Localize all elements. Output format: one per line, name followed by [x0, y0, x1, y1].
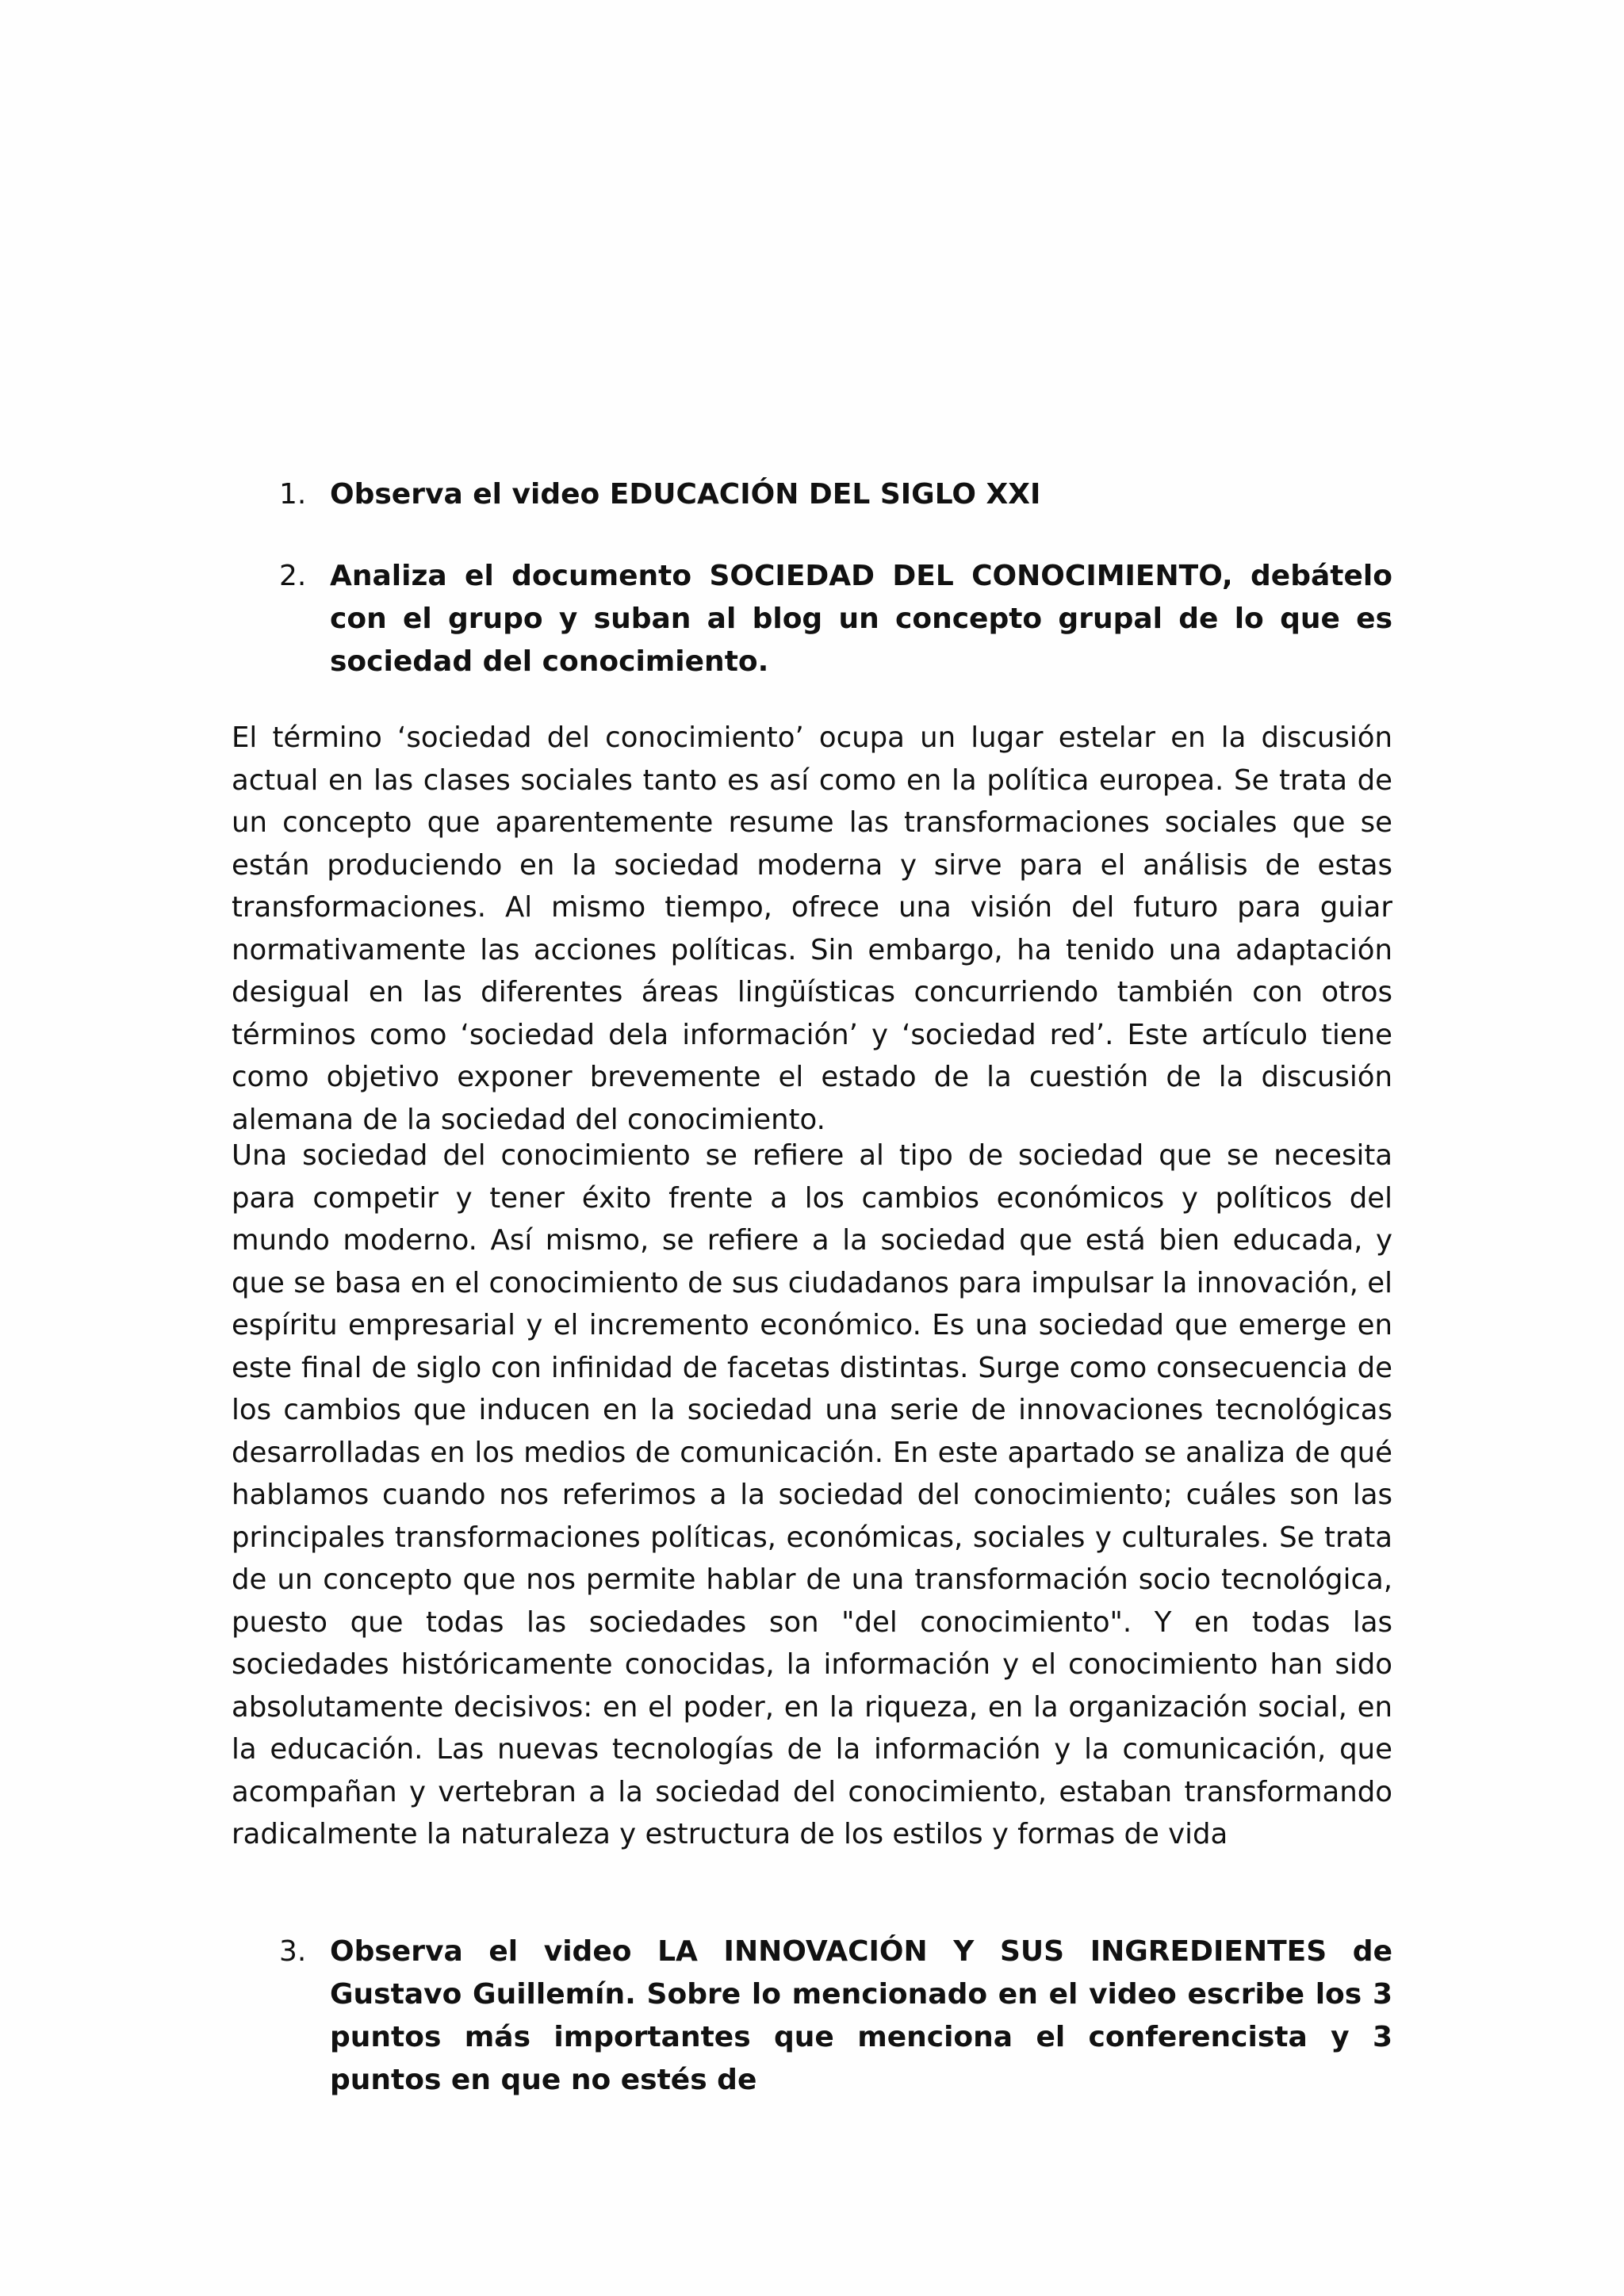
- list-item-2: [279, 555, 1392, 683]
- list-item-text: Observa el video EDUCACIÓN DEL SIGLO XXI: [330, 478, 1041, 511]
- body-paragraph-1: El término ‘sociedad del conocimiento’ ocupa un lugar estelar en la discusión actual en las clases sociales tanto es así como en la política europea. Se trata de un concepto que aparentemente resume las transformaciones sociales que se están produciendo en la sociedad moderna y sirve para el análisis de estas transformaciones. Al mismo tiempo, ofrece una visión del futuro para guiar normativamente las acciones políticas. Sin embargo, ha tenido una adaptación desigual en las diferentes áreas lingüísticas concurriendo también con otros términos como ‘sociedad dela información’ y ‘sociedad red’. Este artículo tiene como objetivo exponer brevemente el estado de la cuestión de la discusión alemana de la sociedad del conocimiento.: [232, 721, 1392, 1136]
- list-item-text: Observa el video LA INNOVACIÓN Y SUS INGREDIENTES de Gustavo Guillemín. Sobre lo mencionado en el video escribe los 3 puntos más importantes que menciona el conferencista y 3 puntos en que no estés de: [330, 1935, 1392, 2096]
- list-item-number: 2.: [279, 560, 307, 592]
- list-item-1: [279, 473, 1392, 516]
- body-paragraph-2: Una sociedad del conocimiento se refiere al tipo de sociedad que se necesita para competir y tener éxito frente a los cambios económicos y políticos del mundo moderno. Así mismo, se refiere a la sociedad que está bien educada, y que se basa en el conocimiento de sus ciudadanos para impulsar la innovación, el espíritu empresarial y el incremento económico. Es una sociedad que emerge en este final de siglo con infinidad de facetas distintas. Surge como consecuencia de los cambios que inducen en la sociedad una serie de innovaciones tecnológicas desarrolladas en los medios de comunicación. En este apartado se analiza de qué hablamos cuando nos referimos a la sociedad del conocimiento; cuáles son las principales transformaciones políticas, económicas, sociales y culturales. Se trata de un concepto que nos permite hablar de una transformación socio tecnológica, puesto que todas las sociedades son "del conocimiento". Y en todas las sociedades históricamente conocidas, la información y el conocimiento han sido absolutamente decisivos: en el poder, en la riqueza, en la organización social, en la educación. Las nuevas tecnologías de la información y la comunicación, que acompañan y vertebran a la sociedad del conocimiento, estaban transformando radicalmente la naturaleza y estructura de los estilos y formas de vida: [232, 1139, 1392, 1850]
- list-item-text: Analiza el documento SOCIEDAD DEL CONOCIMIENTO, debátelo con el grupo y suban al blog un concepto grupal de lo que es sociedad del conocimiento.: [330, 560, 1392, 678]
- list-item-number: 1.: [279, 478, 307, 511]
- list-item-3: [279, 1931, 1392, 2102]
- list-item-number: 3.: [279, 1935, 307, 1968]
